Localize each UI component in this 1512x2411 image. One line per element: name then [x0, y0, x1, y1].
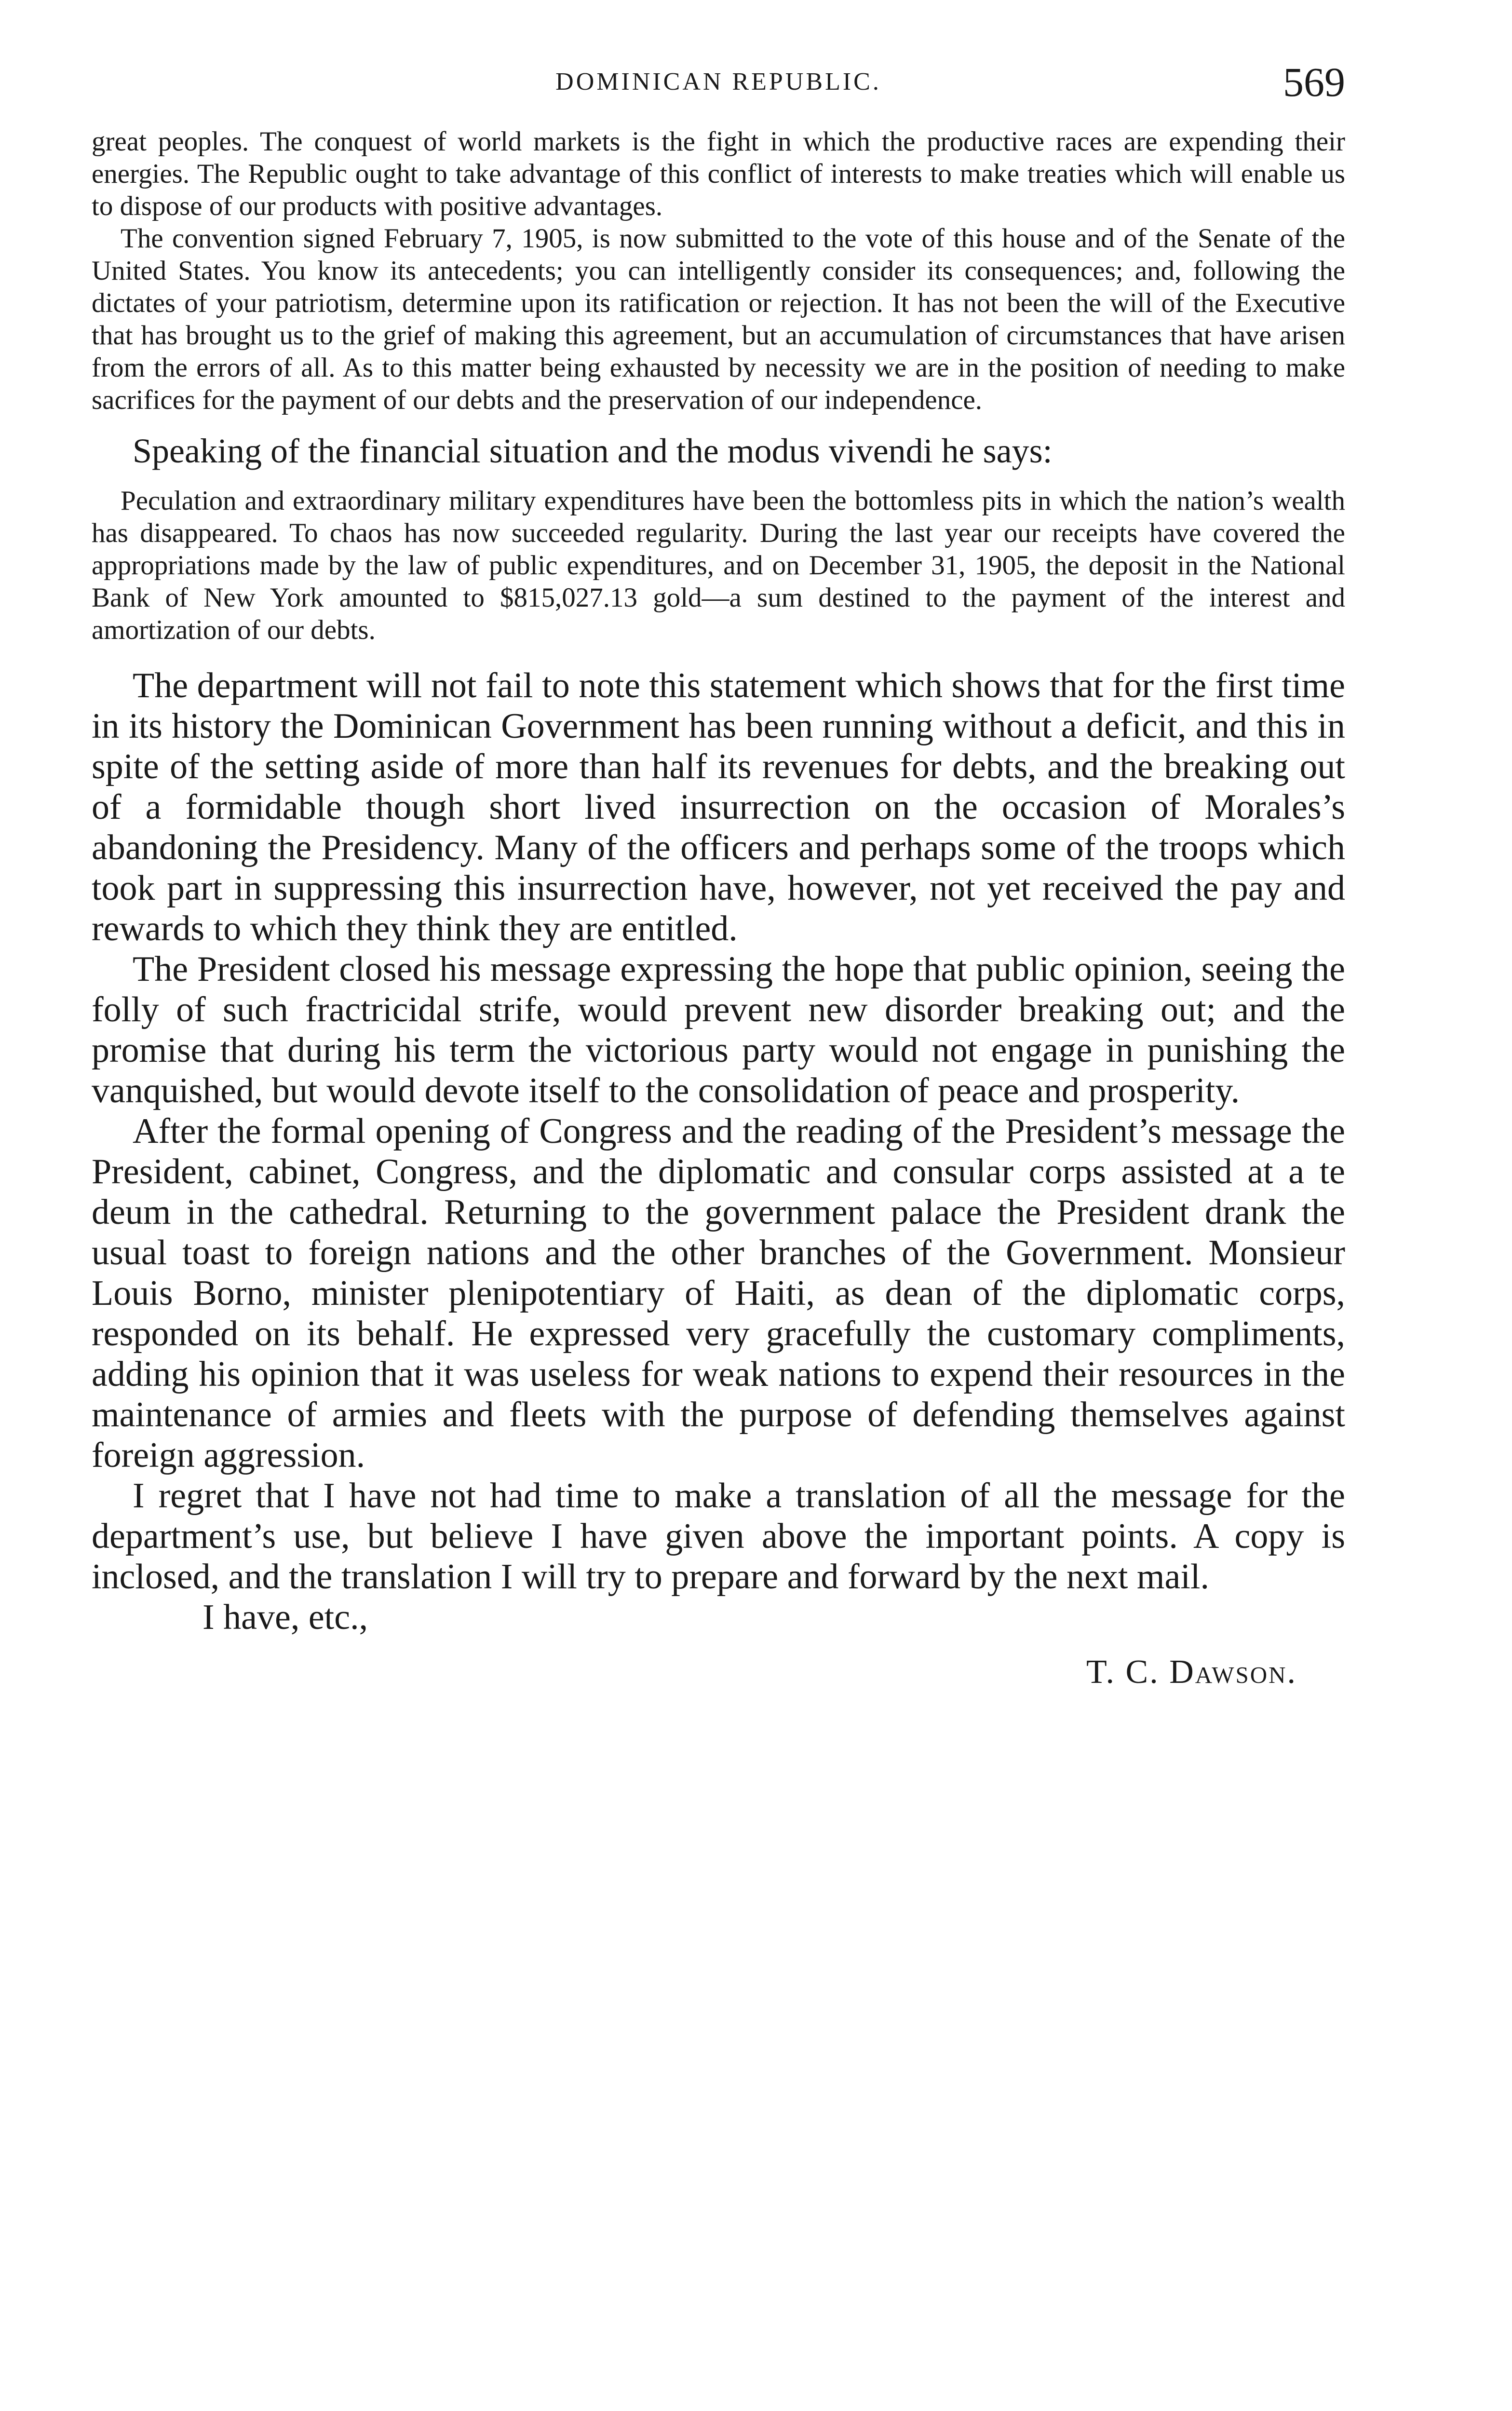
paragraph-congress-opening: After the formal opening of Congress and the reading of the President’s message the President, cabinet, Congress, and the diplomatic and consular corps assisted at a te deum in the cathedral. Returning to the government palace the President drank the usual toast to foreign nations and the other branches of the Government. Monsieur Louis Borno, minister plenipotentiary of Haiti, as dean of the diplomatic corps, responded on its behalf. He expressed very gracefully the customary compliments, adding his opinion that it was useless for weak nations to expend their resources in the maintenance of armies and fleets with the purpose of defending themselves against foreign aggression. — [92, 1111, 1345, 1475]
page-header — [92, 48, 1345, 125]
page-number: 569 — [1283, 59, 1345, 105]
running-head: DOMINICAN REPUBLIC. — [555, 68, 881, 95]
paragraph-translation: I regret that I have not had time to make a translation of all the message for the department’s use, but believe I have given above the important points. A copy is inclosed, and the translation I will try to prepare and forward by the next mail. — [92, 1476, 1345, 1597]
paragraph-convention: The convention signed February 7, 1905, is now submitted to the vote of this house and of the Senate of the United States. You know its antecedents; you can intelligently consider its consequences; and, following the dictates of your patriotism, determine upon its ratification or rejection. It has not been the will of the Executive that has brought us to the grief of making this agreement, but an accumulation of circumstances that have arisen from the errors of all. As to this matter being exhausted by necessity we are in the position of needing to make sacrifices for the payment of our debts and the preservation of our independence. — [92, 223, 1345, 415]
lead-in-sentence: Speaking of the financial situation and the modus vivendi he says: — [133, 432, 1053, 470]
block-quote — [92, 485, 1345, 646]
signature: T. C. Dawson. — [1086, 1653, 1297, 1691]
paragraph-continued: great peoples. The conquest of world markets is the fight in which the productive races are expending their energies. The Republic ought to take advantage of this conflict of interests to make treaties which will enable us to dispose of our products with positive advantages. — [92, 126, 1345, 221]
closing-line: I have, etc., — [202, 1598, 368, 1637]
document-page — [92, 48, 1345, 1693]
paragraph-president-message: The President closed his message expressing the hope that public opinion, seeing the folly of such fractricidal strife, would prevent new disorder breaking out; and the promise that during his term the victorious party would not engage in punishing the vanquished, but would devote itself to the consolidation of peace and prosperity. — [92, 949, 1345, 1111]
paragraph-deficit: The department will not fail to note this statement which shows that for the first time in its history the Dominican Government has been running without a deficit, and this in spite of the setting aside of more than half its revenues for debts, and the breaking out of a formidable though short lived insurrection on the occasion of Morales’s abandoning the Presidency. Many of the officers and perhaps some of the troops which took part in suppressing this insurrection have, however, not yet received the pay and rewards to which they think they are entitled. — [92, 666, 1345, 948]
quote-paragraph: Peculation and extraordinary military expenditures have been the bottomless pits in which the nation’s wealth has disappeared. To chaos has now succeeded regularity. During the last year our receipts have covered the appropriations made by the law of public expenditures, and on December 31, 1905, the deposit in the National Bank of New York amounted to $815,027.13 gold—a sum destined to the payment of the interest and amortization of our debts. — [92, 486, 1345, 645]
